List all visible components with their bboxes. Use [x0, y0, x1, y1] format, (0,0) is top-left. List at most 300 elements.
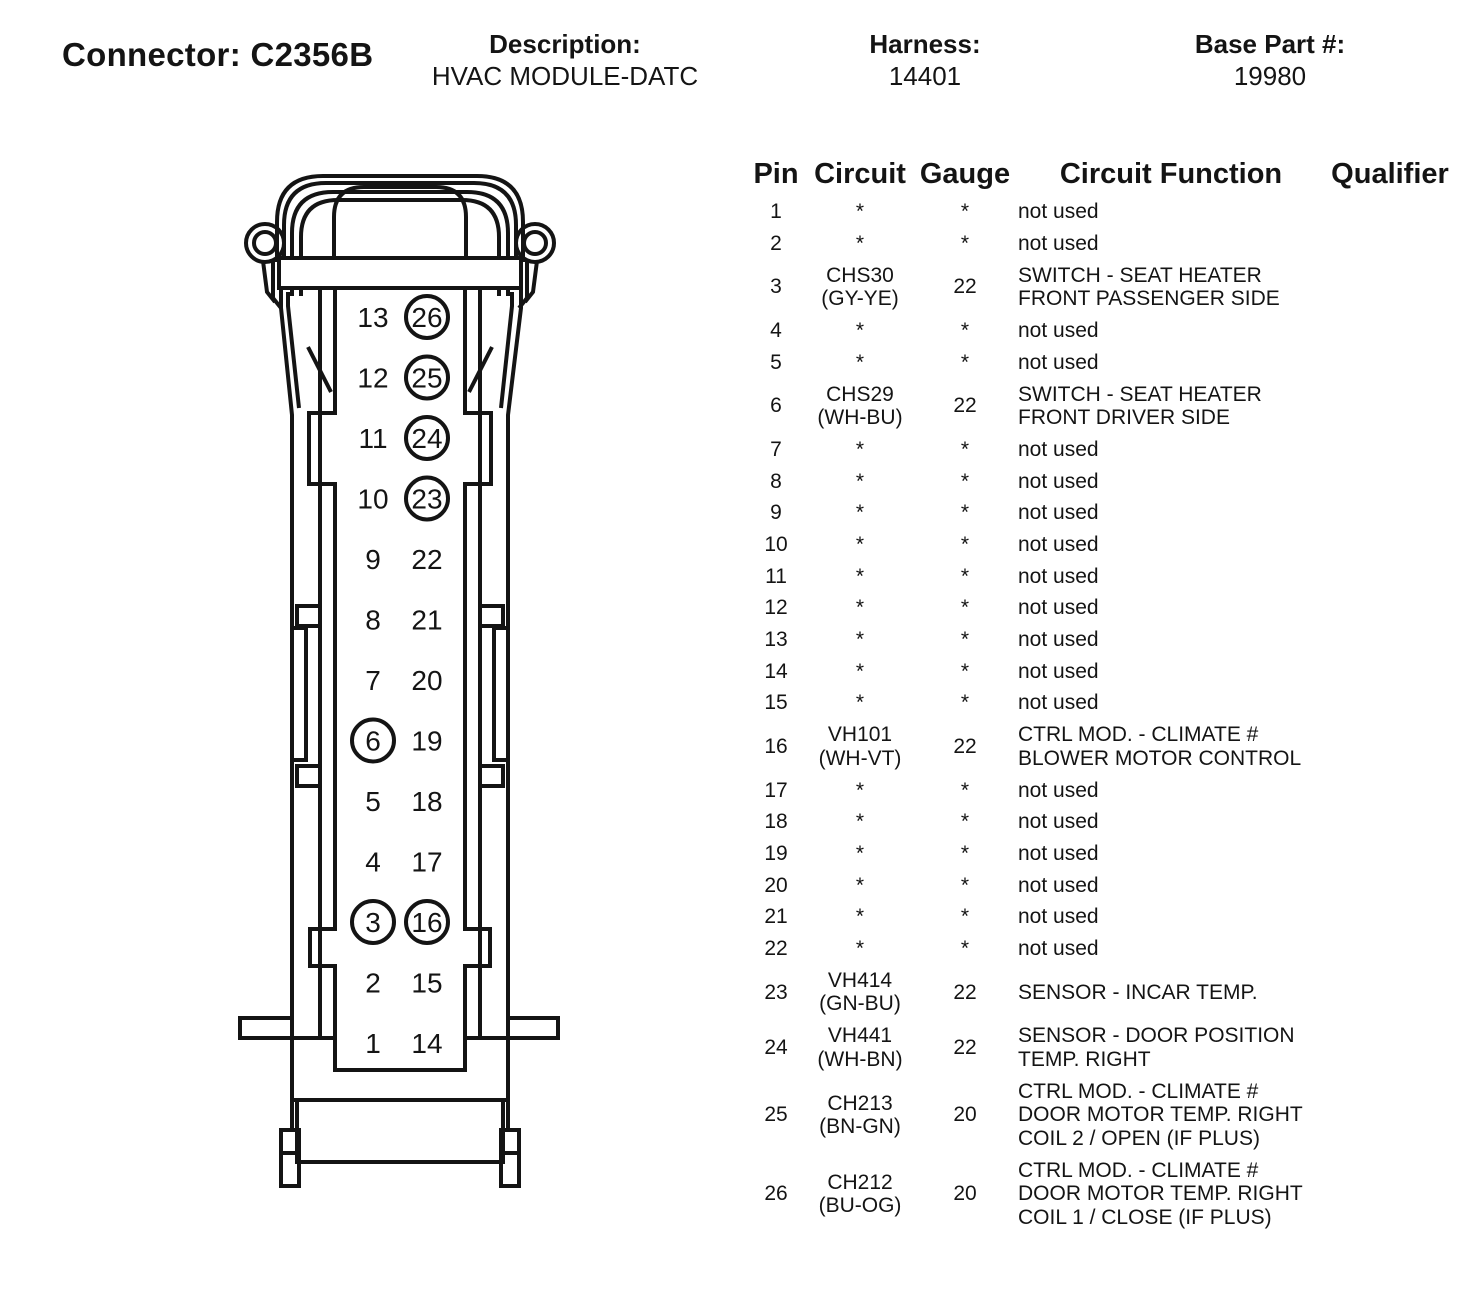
function-cell: [1018, 1076, 1324, 1155]
pin-cell: [744, 497, 808, 529]
gauge-cell-line: *: [960, 200, 970, 224]
gauge-cell: [912, 259, 1018, 315]
pin-cell-line: 1: [770, 200, 782, 224]
circuit-cell-line: *: [855, 200, 865, 224]
circuit-cell: [808, 901, 912, 933]
function-cell-line: CTRL MOD. - CLIMATE #: [1018, 723, 1259, 747]
pin-number: 22: [411, 544, 443, 575]
notch-right-upper: [480, 606, 503, 626]
gauge-cell-line: 22: [953, 394, 977, 418]
gauge-cell-line: *: [960, 659, 970, 683]
column-header-qualifier: Qualifier: [1331, 158, 1449, 190]
function-cell-line: DOOR MOTOR TEMP. RIGHT: [1018, 1182, 1303, 1206]
circuit-cell-line: *: [855, 532, 865, 556]
function-cell-line: not used: [1018, 437, 1099, 461]
function-cell-line: not used: [1018, 532, 1099, 556]
circuit-cell-line: *: [855, 627, 865, 651]
function-cell-line: SWITCH - SEAT HEATER: [1018, 263, 1262, 287]
gauge-cell-line: *: [960, 437, 970, 461]
circuit-cell-line: (WH-BN): [817, 1047, 903, 1071]
qualifier-cell: [1324, 774, 1456, 806]
gauge-cell: [912, 529, 1018, 561]
table-row: [744, 315, 1456, 347]
notch-right-lower: [480, 766, 503, 786]
circuit-cell-line: (BU-OG): [818, 1194, 902, 1218]
pin-cell: [744, 592, 808, 624]
pin-cell-line: 26: [764, 1182, 788, 1206]
circuit-cell-line: VH414: [827, 968, 893, 992]
qualifier-cell: [1324, 592, 1456, 624]
pin-cell-line: 20: [764, 873, 788, 897]
circuit-cell: [808, 965, 912, 1021]
circuit-cell: [808, 1076, 912, 1155]
harness-label: Harness:: [869, 29, 981, 59]
circuit-cell: [808, 1155, 912, 1234]
table-row: [744, 687, 1456, 719]
gauge-cell: [912, 838, 1018, 870]
gauge-cell-line: *: [960, 936, 970, 960]
table-row: [744, 434, 1456, 466]
circuit-cell-line: *: [855, 659, 865, 683]
circuit-cell: [808, 592, 912, 624]
gauge-cell-line: *: [960, 350, 970, 374]
table-row: [744, 870, 1456, 902]
circuit-cell-line: *: [855, 936, 865, 960]
pin-number: 11: [358, 423, 388, 454]
table-header-row: [744, 158, 1456, 196]
circuit-cell-line: (GY-YE): [821, 287, 899, 311]
pin-cell: [744, 465, 808, 497]
pin-number: 5: [365, 786, 381, 817]
circuit-cell: [808, 687, 912, 719]
function-cell: [1018, 228, 1324, 260]
function-cell-line: not used: [1018, 905, 1099, 929]
function-cell: [1018, 497, 1324, 529]
function-cell-line: not used: [1018, 841, 1099, 865]
pin-cell-line: 24: [764, 1036, 788, 1060]
gauge-cell: [912, 933, 1018, 965]
table-body: [744, 196, 1456, 1234]
table-row: [744, 1076, 1456, 1155]
pin-number: 6: [365, 725, 381, 757]
table-row: [744, 347, 1456, 379]
pin-number: 19: [411, 725, 443, 757]
function-cell: [1018, 196, 1324, 228]
circuit-cell-line: *: [855, 778, 865, 802]
table-row: [744, 378, 1456, 434]
gauge-cell: [912, 315, 1018, 347]
table-row: [744, 719, 1456, 775]
gauge-cell: [912, 465, 1018, 497]
pin-cell: [744, 838, 808, 870]
function-cell-line: FRONT DRIVER SIDE: [1018, 406, 1230, 429]
pin-cell: [744, 529, 808, 561]
qualifier-cell: [1324, 561, 1456, 593]
pin-cell: [744, 259, 808, 315]
function-cell: [1018, 933, 1324, 965]
gauge-cell-line: *: [960, 873, 970, 897]
pin-cell-line: 12: [764, 596, 788, 620]
function-cell: [1018, 378, 1324, 434]
function-cell: [1018, 624, 1324, 656]
function-cell-line: not used: [1018, 691, 1099, 715]
table-row: [744, 965, 1456, 1021]
circuit-cell: [808, 228, 912, 260]
base-part-value: 19980: [1233, 61, 1307, 91]
qualifier-cell: [1324, 806, 1456, 838]
function-cell-line: not used: [1018, 627, 1099, 651]
function-cell-line: not used: [1018, 318, 1099, 342]
gauge-cell-line: 22: [953, 275, 977, 299]
gauge-cell: [912, 347, 1018, 379]
table-row: [744, 529, 1456, 561]
pin-cell: [744, 719, 808, 775]
gauge-cell-line: *: [960, 532, 970, 556]
circuit-cell-line: CH213: [827, 1091, 893, 1115]
gauge-cell: [912, 656, 1018, 688]
circuit-cell-line: *: [855, 810, 865, 834]
column-header-pin: Pin: [753, 158, 799, 190]
circuit-cell: [808, 774, 912, 806]
gauge-cell-line: *: [960, 905, 970, 929]
table-row: [744, 838, 1456, 870]
pin-cell-line: 15: [764, 691, 788, 715]
function-cell-line: SENSOR - INCAR TEMP.: [1018, 980, 1258, 1004]
circuit-cell-line: *: [855, 231, 865, 255]
gauge-cell: [912, 1155, 1018, 1234]
function-cell-line: not used: [1018, 659, 1099, 683]
pin-cell: [744, 933, 808, 965]
mounting-ear-right-inner-icon: [524, 232, 546, 254]
pin-number: 13: [357, 302, 389, 333]
description-label: Description:: [489, 29, 641, 59]
harness-value: 14401: [888, 61, 962, 91]
column-header-function: Circuit Function: [1059, 158, 1283, 190]
pin-cell: [744, 901, 808, 933]
gauge-cell-line: *: [960, 564, 970, 588]
gauge-cell-line: 20: [953, 1182, 977, 1206]
gauge-cell: [912, 592, 1018, 624]
gauge-cell: [912, 497, 1018, 529]
clip-arm-left: [292, 628, 306, 760]
table-row: [744, 624, 1456, 656]
pin-number: 10: [357, 483, 389, 515]
function-cell-line: DOOR MOTOR TEMP. RIGHT: [1018, 1103, 1303, 1127]
pin-number: 12: [357, 362, 389, 394]
qualifier-cell: [1324, 624, 1456, 656]
qualifier-cell: [1324, 656, 1456, 688]
notch-left-lower: [297, 766, 320, 786]
column-header-circuit: Circuit: [814, 158, 906, 190]
circuit-cell-line: (BN-GN): [819, 1115, 901, 1139]
gauge-cell: [912, 228, 1018, 260]
qualifier-cell: [1324, 529, 1456, 561]
mounting-ear-left-inner-icon: [254, 232, 276, 254]
pin-cell-line: 17: [764, 778, 788, 802]
function-cell-line: COIL 1 / CLOSE (IF PLUS): [1018, 1205, 1272, 1229]
table-row: [744, 259, 1456, 315]
cap-band: [279, 258, 521, 288]
description-group: [420, 28, 710, 92]
function-cell-line: not used: [1018, 350, 1099, 374]
circuit-cell-line: CH212: [827, 1170, 893, 1194]
circuit-cell-line: CHS30: [826, 263, 894, 287]
circuit-cell: [808, 870, 912, 902]
qualifier-cell: [1324, 259, 1456, 315]
function-cell: [1018, 656, 1324, 688]
function-cell-line: CTRL MOD. - CLIMATE #: [1018, 1158, 1259, 1182]
pin-cell-line: 3: [770, 275, 782, 299]
connector-diagram: [230, 160, 580, 1200]
gauge-cell: [912, 434, 1018, 466]
function-cell-line: CTRL MOD. - CLIMATE #: [1018, 1079, 1259, 1103]
gauge-cell-line: *: [960, 627, 970, 651]
circuit-cell-line: *: [855, 841, 865, 865]
pin-cell: [744, 965, 808, 1021]
circuit-cell: [808, 497, 912, 529]
pin-cell-line: 5: [770, 350, 782, 374]
pin-cell-line: 2: [770, 231, 782, 255]
qualifier-cell: [1324, 687, 1456, 719]
pin-number: 16: [411, 907, 443, 938]
pin-cell-line: 7: [770, 437, 782, 461]
qualifier-cell: [1324, 497, 1456, 529]
table-row: [744, 806, 1456, 838]
qualifier-cell: [1324, 719, 1456, 775]
qualifier-cell: [1324, 228, 1456, 260]
page-title: Connector: C2356B: [62, 36, 374, 73]
pin-cell: [744, 1155, 808, 1234]
circuit-cell-line: VH441: [827, 1024, 893, 1048]
table-row: [744, 774, 1456, 806]
circuit-cell: [808, 561, 912, 593]
notch-left-upper: [297, 606, 320, 626]
function-cell-line: FRONT PASSENGER SIDE: [1018, 287, 1280, 311]
circuit-cell-line: (WH-BU): [817, 406, 903, 429]
function-cell-line: TEMP. RIGHT: [1018, 1047, 1151, 1071]
qualifier-cell: [1324, 434, 1456, 466]
pin-cell: [744, 347, 808, 379]
pin-number: 9: [365, 544, 381, 575]
qualifier-cell: [1324, 347, 1456, 379]
qualifier-cell: [1324, 933, 1456, 965]
function-cell: [1018, 529, 1324, 561]
circuit-cell: [808, 315, 912, 347]
circuit-cell: [808, 624, 912, 656]
clip-arm-right: [494, 628, 508, 760]
table-row: [744, 592, 1456, 624]
gauge-cell-line: 20: [953, 1103, 977, 1127]
gauge-cell: [912, 806, 1018, 838]
body-outline: [281, 288, 521, 1100]
gauge-cell: [912, 719, 1018, 775]
qualifier-cell: [1324, 378, 1456, 434]
circuit-cell-line: *: [855, 691, 865, 715]
circuit-cell-line: VH101: [827, 723, 893, 747]
pin-cell-line: 25: [764, 1103, 788, 1127]
pin-cell: [744, 806, 808, 838]
circuit-cell-line: (WH-VT): [818, 746, 902, 770]
pin-cell-line: 21: [764, 905, 788, 929]
pin-number: 1: [365, 1028, 381, 1059]
gauge-cell: [912, 1076, 1018, 1155]
circuit-cell-line: *: [855, 350, 865, 374]
gauge-cell-line: *: [960, 841, 970, 865]
pin-cell: [744, 687, 808, 719]
function-cell-line: BLOWER MOTOR CONTROL: [1018, 746, 1302, 770]
table-row: [744, 1020, 1456, 1076]
gauge-cell: [912, 561, 1018, 593]
circuit-cell: [808, 1020, 912, 1076]
circuit-cell: [808, 656, 912, 688]
gauge-cell: [912, 196, 1018, 228]
function-cell: [1018, 965, 1324, 1021]
circuit-cell: [808, 378, 912, 434]
qualifier-cell: [1324, 838, 1456, 870]
gauge-cell: [912, 378, 1018, 434]
gauge-cell: [912, 870, 1018, 902]
pin-number: 20: [411, 665, 443, 696]
table-row: [744, 228, 1456, 260]
pin-number: 3: [365, 907, 381, 938]
function-cell-line: COIL 2 / OPEN (IF PLUS): [1018, 1126, 1260, 1150]
harness-group: [830, 28, 1020, 92]
gauge-cell-line: 22: [953, 980, 977, 1004]
circuit-cell-line: *: [855, 873, 865, 897]
pin-cell: [744, 434, 808, 466]
pin-cell-line: 4: [770, 318, 782, 342]
gauge-cell: [912, 624, 1018, 656]
gauge-cell: [912, 965, 1018, 1021]
circuit-cell: [808, 933, 912, 965]
table-row: [744, 196, 1456, 228]
gauge-cell: [912, 687, 1018, 719]
table-row: [744, 656, 1456, 688]
pin-number: 14: [411, 1028, 443, 1059]
pin-cell: [744, 774, 808, 806]
circuit-cell-line: *: [855, 905, 865, 929]
circuit-cell-line: *: [855, 437, 865, 461]
pin-cell-line: 14: [764, 659, 788, 683]
gauge-cell-line: *: [960, 501, 970, 525]
pin-cell: [744, 1020, 808, 1076]
pin-cell-line: 16: [764, 734, 788, 758]
pin-cell: [744, 228, 808, 260]
function-cell: [1018, 870, 1324, 902]
circuit-cell-line: CHS29: [826, 382, 894, 406]
function-cell: [1018, 806, 1324, 838]
pin-number: 2: [365, 967, 381, 999]
pin-cell-line: 8: [770, 469, 782, 493]
table-row: [744, 465, 1456, 497]
base-part-group: [1150, 28, 1390, 92]
description-value: HVAC MODULE-DATC: [431, 61, 699, 91]
pin-cell: [744, 561, 808, 593]
circuit-cell-line: (GN-BU): [819, 992, 901, 1016]
table-row: [744, 901, 1456, 933]
pin-number: 24: [411, 423, 443, 454]
pinout-table: [744, 158, 1456, 1234]
circuit-cell: [808, 259, 912, 315]
function-cell: [1018, 1155, 1324, 1234]
pin-cell-line: 18: [764, 810, 788, 834]
qualifier-cell: [1324, 870, 1456, 902]
function-cell-line: not used: [1018, 200, 1099, 224]
gauge-cell-line: *: [960, 691, 970, 715]
gauge-cell-line: 22: [953, 734, 977, 758]
gauge-cell-line: *: [960, 469, 970, 493]
pin-cell: [744, 315, 808, 347]
function-cell: [1018, 259, 1324, 315]
circuit-cell-line: *: [855, 564, 865, 588]
circuit-cell: [808, 465, 912, 497]
function-cell: [1018, 838, 1324, 870]
pin-number: 15: [411, 967, 443, 999]
pin-cell-line: 13: [764, 627, 788, 651]
function-cell: [1018, 901, 1324, 933]
circuit-cell-line: *: [855, 318, 865, 342]
function-cell-line: SENSOR - DOOR POSITION: [1018, 1024, 1295, 1048]
base-part-label: Base Part #:: [1194, 29, 1346, 59]
column-header-gauge: Gauge: [919, 158, 1011, 190]
function-cell-line: not used: [1018, 936, 1099, 960]
pin-cell-line: 11: [765, 564, 787, 588]
pin-cell: [744, 378, 808, 434]
circuit-cell-line: *: [855, 501, 865, 525]
function-cell: [1018, 592, 1324, 624]
function-cell-line: not used: [1018, 501, 1099, 525]
circuit-cell: [808, 196, 912, 228]
table-row: [744, 561, 1456, 593]
function-cell-line: not used: [1018, 596, 1099, 620]
circuit-cell: [808, 529, 912, 561]
pin-number: 4: [365, 846, 381, 878]
gauge-cell-line: *: [960, 810, 970, 834]
function-cell-line: not used: [1018, 231, 1099, 255]
cap-center-arch: [334, 187, 466, 260]
function-cell-line: not used: [1018, 778, 1099, 802]
function-cell: [1018, 561, 1324, 593]
table-row: [744, 497, 1456, 529]
pin-cell: [744, 196, 808, 228]
function-cell: [1018, 687, 1324, 719]
pin-number: 18: [411, 786, 443, 817]
pin-cell-line: 10: [764, 532, 788, 556]
pin-cell: [744, 656, 808, 688]
pin-number: 26: [411, 302, 443, 333]
pin-number: 17: [411, 846, 443, 878]
pin-cell-line: 22: [764, 936, 788, 960]
function-cell: [1018, 465, 1324, 497]
gauge-cell-line: *: [960, 231, 970, 255]
gauge-cell-line: *: [960, 596, 970, 620]
circuit-cell-line: *: [855, 596, 865, 620]
gauge-cell-line: *: [960, 778, 970, 802]
circuit-cell: [808, 719, 912, 775]
pin-cell: [744, 624, 808, 656]
gauge-cell-line: 22: [953, 1036, 977, 1060]
pin-cell-line: 6: [770, 394, 782, 418]
gauge-cell: [912, 1020, 1018, 1076]
pin-number: 8: [365, 604, 381, 636]
circuit-cell: [808, 806, 912, 838]
function-cell-line: not used: [1018, 873, 1099, 897]
function-cell: [1018, 434, 1324, 466]
pin-number: 23: [411, 483, 443, 515]
function-cell-line: not used: [1018, 564, 1099, 588]
function-cell: [1018, 719, 1324, 775]
pin-cell: [744, 1076, 808, 1155]
